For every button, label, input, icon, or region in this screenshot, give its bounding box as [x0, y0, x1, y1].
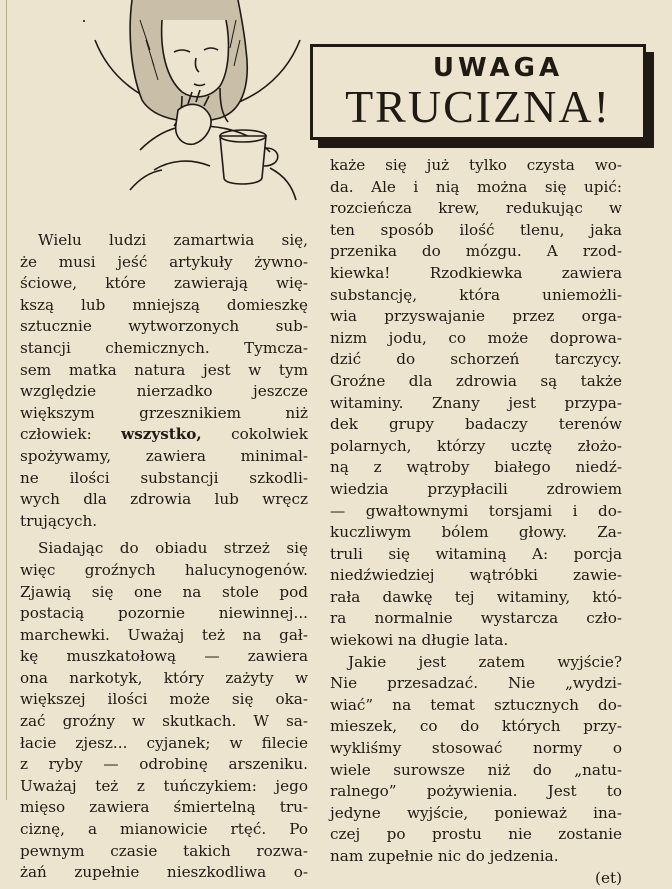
- text-line: wiedzia przypłacili zdrowiem: [330, 479, 622, 498]
- text-line: względzie nierzadko jeszcze: [20, 382, 308, 401]
- text-line: sem matka natura jest w tym: [20, 360, 308, 379]
- text-line: dzić do schorzeń tarczycy.: [330, 350, 622, 369]
- text-line: — gwałtownymi torsjami i do-: [330, 501, 622, 520]
- text-line: da. Ale i nią można się upić:: [330, 177, 622, 196]
- text-line: Jakie jest zatem wyjście?: [348, 652, 622, 671]
- text-line: wiekowi na długie lata.: [330, 631, 509, 650]
- text-line: pewnym czasie takich rozwa-: [20, 841, 308, 860]
- text-line: wiele surowsze niż do „natu-: [330, 760, 622, 779]
- text-line: stancji chemicznych. Tymcza-: [20, 338, 308, 357]
- text-line: rała dawkę tej witaminy, któ-: [330, 587, 622, 606]
- text-line: mieszek, co do których przy-: [330, 717, 622, 736]
- text-line: Zjawią się one na stole pod: [20, 582, 308, 601]
- headline-kicker: UWAGA: [432, 53, 564, 83]
- text-line: czej po prostu nie zostanie: [330, 825, 622, 844]
- text-line: Nie przesadzać. Nie „wydzi-: [330, 674, 622, 693]
- text-line: wiać” na temat sztucznych do-: [330, 695, 622, 714]
- text-line: mięso zawiera śmiertelną tru-: [20, 798, 308, 817]
- text-line: ten sposób ilość tlenu, jaka: [330, 220, 622, 239]
- text-line: wych dla zdrowia lub wręcz: [20, 490, 308, 509]
- text-line: ną z wątroby białego niedź-: [330, 458, 622, 477]
- text-line: ciznę, a mianowicie rtęć. Po: [20, 820, 308, 839]
- text-line: polarnych, którzy ucztę złożo-: [330, 436, 622, 455]
- text-line: większej ilości może się oka-: [20, 690, 308, 709]
- text-line: dek grupy badaczy terenów: [330, 415, 622, 434]
- text-line: rozcieńcza krew, redukując w: [330, 199, 622, 218]
- right-text-column: [330, 155, 622, 889]
- text-line: łacie zjesz... cyjanek; w filecie: [20, 733, 308, 752]
- headline-box: [310, 44, 646, 140]
- text-line: kuczliwym bólem głowy. Za-: [330, 523, 622, 542]
- text-line: Uważaj też z tuńczykiem: jego: [20, 776, 308, 795]
- text-line: z ryby — odrobinę arszeniku.: [20, 755, 308, 774]
- text-line: ściowe, które zawierają wię-: [20, 274, 308, 293]
- text-line: substancję, która uniemożli-: [330, 285, 622, 304]
- text-line: wia przyswajanie przez orga-: [330, 307, 622, 326]
- text-line: ra normalnie wystarcza czło-: [330, 609, 622, 628]
- headline-title: TRUCIZNA!: [345, 81, 611, 132]
- page-edge-line: [6, 0, 7, 800]
- text-line: (et): [595, 868, 622, 887]
- text-line: zać groźny w skutkach. W sa-: [20, 712, 308, 731]
- text-line: kszą lub mniejszą domieszkę: [20, 295, 308, 314]
- text-line: jedyne wyjście, ponieważ ina-: [330, 803, 622, 822]
- text-line: kę muszkatołową — zawiera: [20, 647, 308, 666]
- text-line: Siadając do obiadu strzeż się: [38, 539, 308, 558]
- text-line: większym grzesznikiem niż: [20, 403, 308, 422]
- woman-illustration: [70, 0, 320, 205]
- left-text-column: [20, 230, 308, 884]
- text-line: [20, 424, 308, 446]
- text-line: każe się już tylko czysta wo-: [330, 156, 622, 174]
- text-line: Wielu ludzi zamartwia się,: [38, 231, 308, 249]
- text-line: ne ilości substancji szkodli-: [20, 468, 308, 487]
- text-segment: cokolwiek: [201, 425, 308, 444]
- text-line: postacią pozornie niewinnej...: [20, 604, 308, 623]
- text-line: więc groźnych halucynogenów.: [20, 560, 308, 579]
- text-line: nizm jodu, co może doprowa-: [330, 328, 622, 347]
- text-line: marchewki. Uważaj też na gał-: [20, 625, 308, 644]
- text-line: nam zupełnie nic do jedzenia.: [330, 847, 559, 865]
- text-line: kiewka! Rzodkiewka zawiera: [330, 263, 622, 282]
- text-line: Groźne dla zdrowia są także: [330, 371, 622, 390]
- text-line: przenika do mózgu. A rzod-: [330, 242, 622, 261]
- text-segment: człowiek:: [20, 425, 122, 444]
- text-line: sztucznie wytworzonych sub-: [20, 317, 308, 336]
- bold-emphasis: wszystko,: [121, 425, 202, 444]
- text-line: niedźwiedziej wątróbki zawie-: [330, 566, 622, 585]
- text-line: trujących.: [20, 511, 98, 530]
- text-line: ona narkotyk, który zażyty w: [20, 668, 308, 687]
- text-line: ralnego” pożywienia. Jest to: [330, 782, 622, 801]
- text-line: że musi jeść artykuły żywno-: [20, 252, 308, 271]
- text-line: wykliśmy stosować normy o: [330, 739, 622, 758]
- text-line: żań zupełnie nieszkodliwa o-: [20, 863, 308, 882]
- text-line: witaminy. Znany jest przypa-: [330, 393, 622, 412]
- text-line: truli się witaminą A: porcja: [330, 544, 622, 563]
- text-line: spożywamy, zawiera minimal-: [20, 446, 308, 465]
